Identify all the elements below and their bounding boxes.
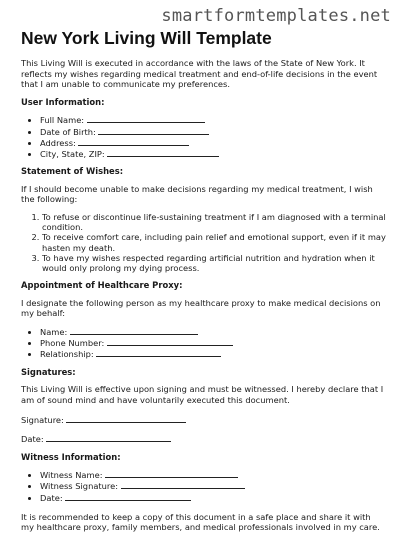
living-will-document	[21, 28, 386, 533]
closing-paragraph: It is recommended to keep a copy of this document in a safe place and share it with my healthcare proxy, family members, and medical professionals involved in my care.	[21, 511, 380, 533]
fill-line	[107, 337, 233, 346]
field-label: Signature:	[21, 415, 64, 426]
proxy-heading: Appointment of Healthcare Proxy:	[21, 280, 183, 291]
fill-line	[87, 114, 205, 123]
field-label: Address:	[40, 137, 76, 148]
field-label: Full Name:	[40, 115, 85, 126]
field-label: City, State, ZIP:	[40, 148, 105, 159]
user-info-heading: User Information:	[21, 96, 105, 107]
field-label: Witness Name:	[40, 470, 103, 481]
field-label: Date of Birth:	[40, 126, 96, 137]
wishes-paragraph: If I should become unable to make decisions regarding my medical treatment, I wish the following:	[21, 183, 373, 205]
user-dob-field[interactable]	[40, 126, 386, 137]
fill-line	[121, 480, 245, 489]
proxy-relationship-field[interactable]	[40, 348, 386, 359]
field-label: Phone Number:	[40, 338, 105, 349]
field-label: Relationship:	[40, 349, 94, 360]
signatures-paragraph: This Living Will is effective upon signing and must be witnessed. I hereby declare that I am of sound mind and have voluntarily executed this document.	[21, 384, 384, 405]
fill-line	[66, 414, 186, 423]
field-label: Date:	[21, 433, 44, 444]
signature-date-field[interactable]	[21, 433, 386, 445]
wishes-list	[21, 212, 386, 273]
wish-item: 2. To receive comfort care, including pain relief and emotional support, even if it may hasten my death.	[42, 232, 386, 252]
wish-item: 3. To have my wishes respected regarding artificial nutrition and hydration when it would only prolong my dying process.	[42, 253, 386, 273]
wishes-heading: Statement of Wishes:	[21, 166, 124, 177]
witness-list	[21, 469, 386, 503]
user-city-state-zip-field[interactable]	[40, 148, 386, 159]
witness-heading: Witness Information:	[21, 451, 121, 462]
fill-line	[98, 126, 209, 135]
fill-line	[65, 492, 191, 501]
document-title: New York Living Will Template	[21, 28, 272, 48]
proxy-name-field[interactable]	[40, 326, 386, 337]
field-label: Date:	[40, 492, 63, 503]
user-info-list	[21, 114, 386, 159]
user-address-field[interactable]	[40, 137, 386, 148]
fill-line	[78, 137, 189, 146]
witness-signature-field[interactable]	[40, 480, 386, 491]
signature-field[interactable]	[21, 414, 386, 426]
fill-line	[70, 326, 198, 335]
intro-paragraph: This Living Will is executed in accordance with the laws of the State of New York. It reflects my wishes regarding medical treatment and end-of-life decisions in the event that I am unable to communicate my preferences.	[21, 58, 378, 90]
wish-item: 1. To refuse or discontinue life-sustaining treatment if I am diagnosed with a terminal condition.	[42, 212, 386, 232]
user-full-name-field[interactable]	[40, 114, 386, 125]
site-watermark: smartformtemplates.net	[161, 6, 391, 26]
proxy-phone-field[interactable]	[40, 337, 386, 348]
field-label: Name:	[40, 326, 68, 337]
fill-line	[107, 148, 219, 157]
witness-name-field[interactable]	[40, 469, 386, 480]
fill-line	[96, 348, 221, 357]
proxy-paragraph: I designate the following person as my healthcare proxy to make medical decisions on my behalf:	[21, 297, 381, 319]
fill-line	[46, 433, 171, 442]
field-label: Witness Signature:	[40, 481, 119, 492]
witness-date-field[interactable]	[40, 492, 386, 503]
signatures-heading: Signatures:	[21, 366, 76, 377]
fill-line	[105, 469, 238, 478]
proxy-list	[21, 326, 386, 360]
